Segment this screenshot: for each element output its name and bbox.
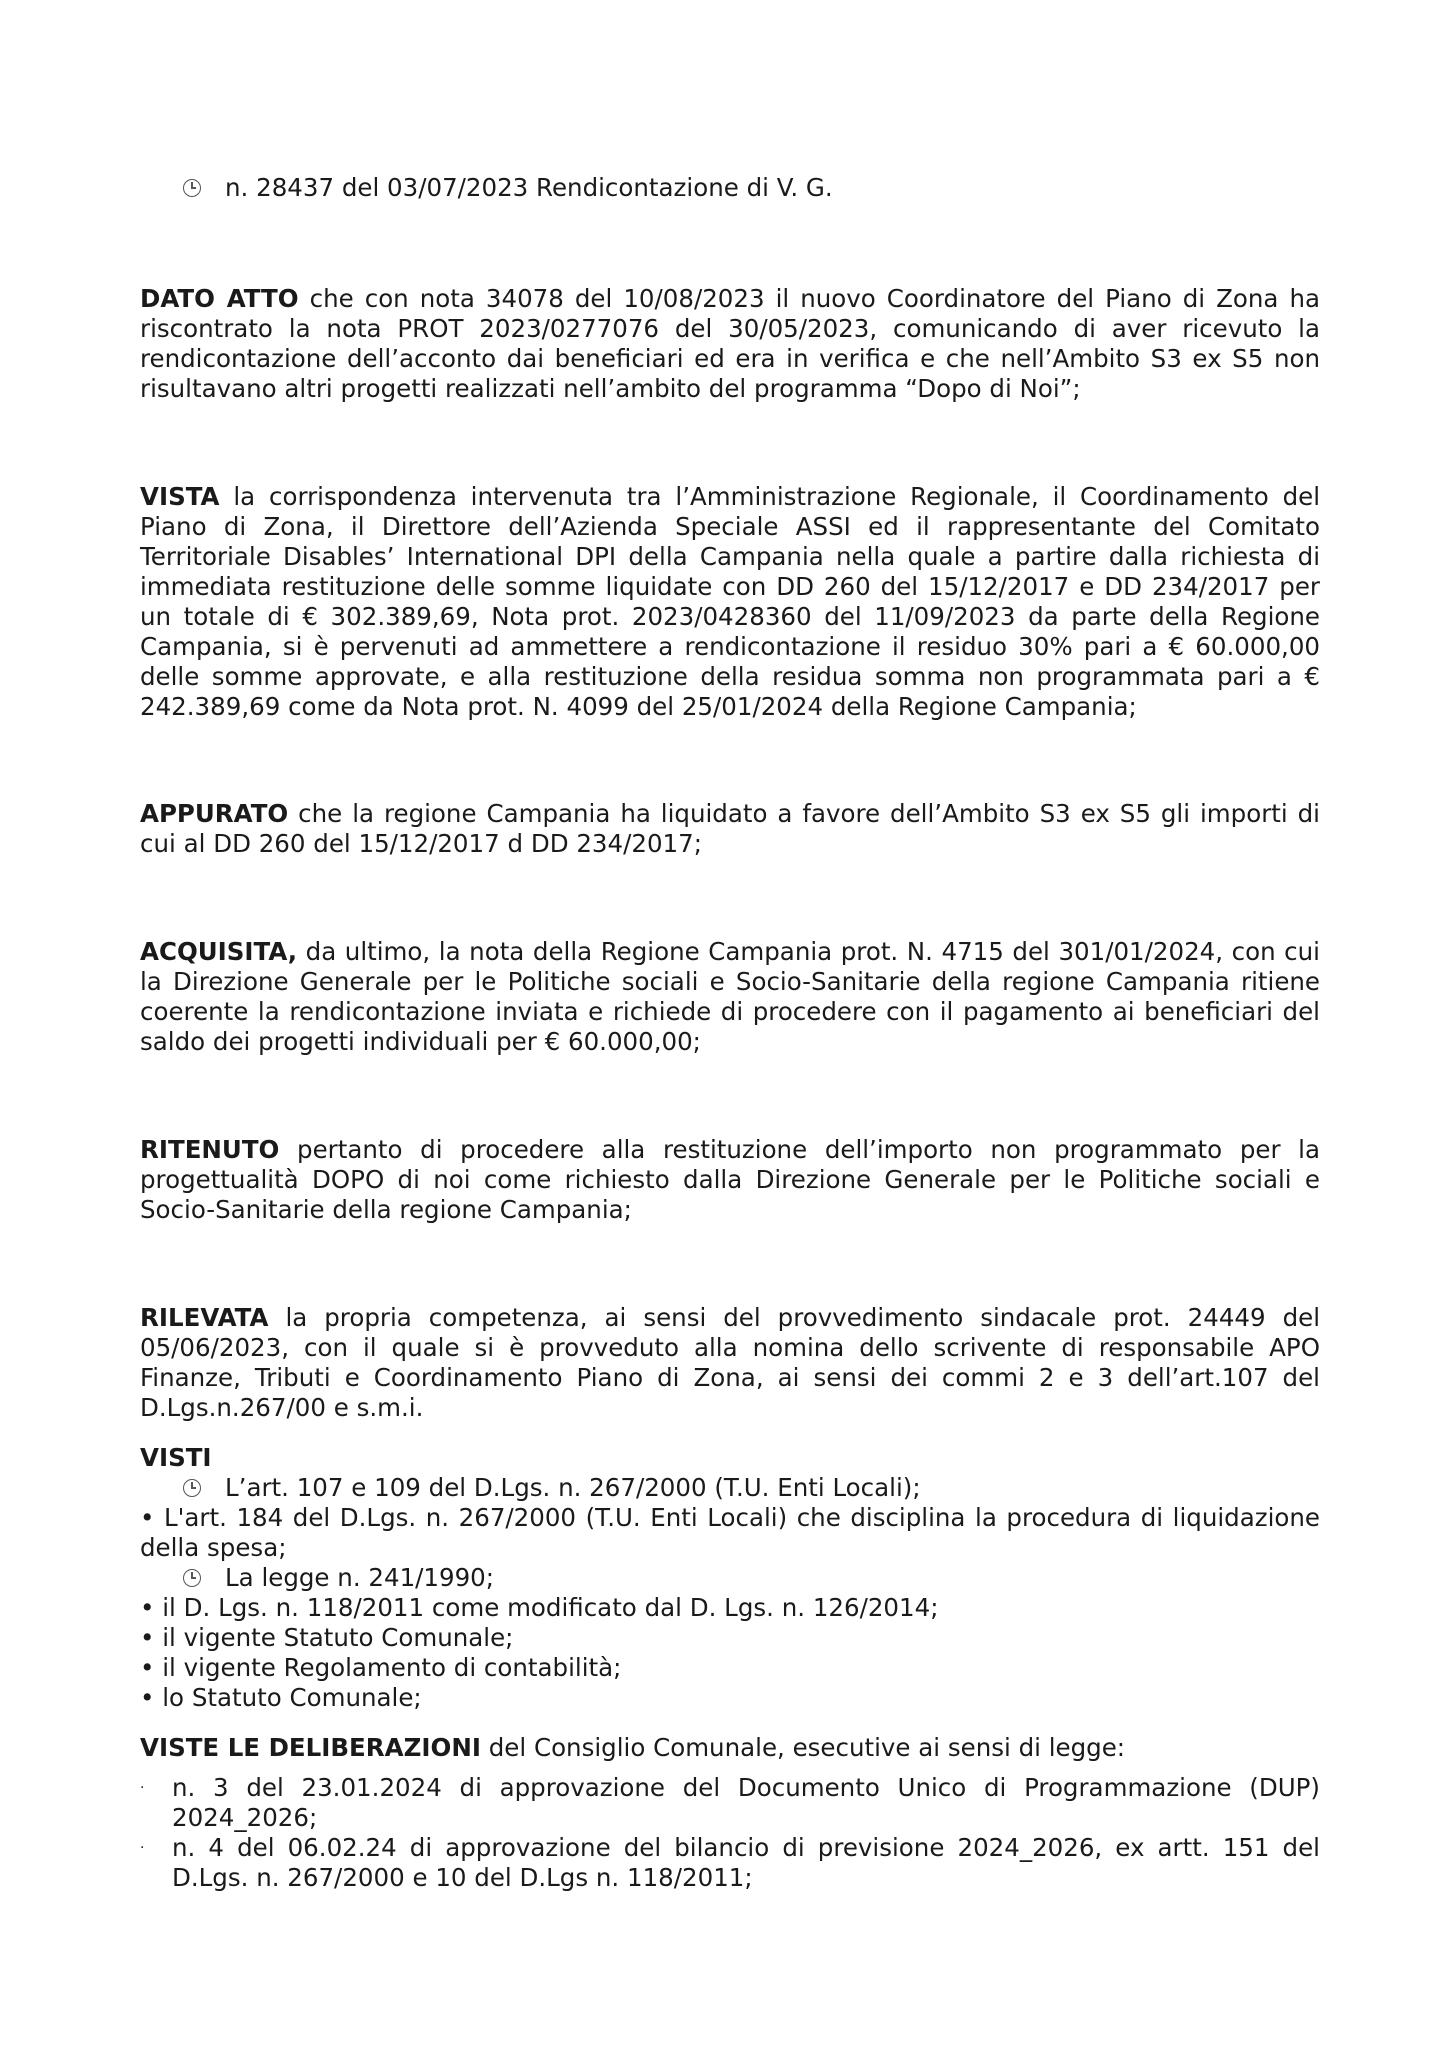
- deliberazione-item-text: n. 4 del 06.02.24 di approvazione del bilancio di previsione 2024_2026, ex artt. 151 del D.Lgs. n. 267/2000 e 10 del D.Lgs n. 118/2011;: [172, 1833, 1320, 1892]
- paragraph-text: pertanto di procedere alla restituzione dell’importo non programmato per la progettualità DOPO di noi come richiesto dalla Direzione Generale per le Politiche sociali e Socio-Sanitarie della regione Campania;: [140, 1135, 1320, 1224]
- visti-item: • il vigente Statuto Comunale;: [140, 1623, 514, 1652]
- paragraph-keyword: RILEVATA: [140, 1303, 269, 1332]
- visti-item-text: La legge n. 241/1990;: [225, 1563, 495, 1592]
- clock-icon: [183, 1569, 201, 1587]
- visti-item-text: L’art. 107 e 109 del D.Lgs. n. 267/2000 (T.U. Enti Locali);: [225, 1473, 921, 1502]
- visti-item: • lo Statuto Comunale;: [140, 1683, 422, 1712]
- visti-item: [183, 1473, 1320, 1503]
- paragraph-rilevata: [140, 1303, 1320, 1423]
- paragraph-text: da ultimo, la nota della Regione Campania prot. N. 4715 del 301/01/2024, con cui la Direzione Generale per le Politiche sociali e Socio-Sanitarie della regione Campania ritiene coerente la rendicontazione inviata e richiede di procedere con il pagamento ai beneficiari del saldo dei progetti individuali per € 60.000,00;: [140, 937, 1320, 1056]
- intro-list-item: [183, 173, 1320, 203]
- deliberazioni-intro-text: del Consiglio Comunale, esecutive ai sensi di legge:: [480, 1733, 1126, 1762]
- paragraph-vista: [140, 482, 1320, 722]
- clock-icon: [183, 179, 201, 197]
- paragraph-text: la corrispondenza intervenuta tra l’Amministrazione Regionale, il Coordinamento del Piano di Zona, il Direttore dell’Azienda Speciale ASSI ed il rappresentante del Comitato Territoriale Disables’ International DPI della Campania nella quale a partire dalla richiesta di immediata restituzione delle somme liquidate con DD 260 del 15/12/2017 e DD 234/2017 per un totale di € 302.389,69, Nota prot. 2023/0428360 del 11/09/2023 da parte della Regione Campania, si è pervenuti ad ammettere a rendicontazione il residuo 30% pari a € 60.000,00 delle somme approvate, e alla restituzione della residua somma non programmata pari a € 242.389,69 come da Nota prot. N. 4099 del 25/01/2024 della Regione Campania;: [140, 482, 1320, 721]
- visti-heading: VISTI: [140, 1443, 212, 1472]
- deliberazione-item: [140, 1833, 1320, 1893]
- deliberazione-item: [140, 1773, 1320, 1833]
- paragraph-dato-atto: [140, 284, 1320, 404]
- paragraph-acquisita: [140, 937, 1320, 1057]
- dot-bullet-icon: ·: [140, 1840, 145, 1856]
- paragraph-appurato: [140, 799, 1320, 859]
- visti-item: • L'art. 184 del D.Lgs. n. 267/2000 (T.U. Enti Locali) che disciplina la procedura di liquidazione della spesa;: [140, 1503, 1320, 1562]
- clock-icon: [183, 1479, 201, 1497]
- paragraph-text: la propria competenza, ai sensi del provvedimento sindacale prot. 24449 del 05/06/2023, con il quale si è provveduto alla nomina dello scrivente di responsabile APO Finanze, Tributi e Coordinamento Piano di Zona, ai sensi dei commi 2 e 3 dell’art.107 del D.Lgs.n.267/00 e s.m.i.: [140, 1303, 1320, 1422]
- paragraph-keyword: DATO ATTO: [140, 284, 299, 313]
- paragraph-text: che la regione Campania ha liquidato a favore dell’Ambito S3 ex S5 gli importi di cui al DD 260 del 15/12/2017 d DD 234/2017;: [140, 799, 1320, 858]
- paragraph-ritenuto: [140, 1135, 1320, 1225]
- dot-bullet-icon: ·: [140, 1780, 145, 1796]
- document-page: [140, 0, 1320, 2048]
- paragraph-keyword: VISTA: [140, 482, 220, 511]
- intro-item-text: n. 28437 del 03/07/2023 Rendicontazione di V. G.: [225, 173, 833, 202]
- deliberazioni-section: [140, 1733, 1320, 1893]
- paragraph-keyword: ACQUISITA,: [140, 937, 298, 966]
- deliberazioni-keyword: VISTE LE DELIBERAZIONI: [140, 1733, 481, 1762]
- deliberazione-item-text: n. 3 del 23.01.2024 di approvazione del Documento Unico di Programmazione (DUP) 2024_2026;: [172, 1773, 1320, 1832]
- visti-item: [183, 1563, 1320, 1593]
- paragraph-keyword: APPURATO: [140, 799, 289, 828]
- visti-section: [140, 1443, 1320, 1713]
- visti-item: • il D. Lgs. n. 118/2011 come modificato dal D. Lgs. n. 126/2014;: [140, 1593, 939, 1622]
- paragraph-keyword: RITENUTO: [140, 1135, 280, 1164]
- visti-item: • il vigente Regolamento di contabilità;: [140, 1653, 622, 1682]
- paragraph-text: che con nota 34078 del 10/08/2023 il nuovo Coordinatore del Piano di Zona ha riscontrato la nota PROT 2023/0277076 del 30/05/2023, comunicando di aver ricevuto la rendicontazione dell’acconto dai beneficiari ed era in verifica e che nell’Ambito S3 ex S5 non risultavano altri progetti realizzati nell’ambito del programma “Dopo di Noi”;: [140, 284, 1320, 403]
